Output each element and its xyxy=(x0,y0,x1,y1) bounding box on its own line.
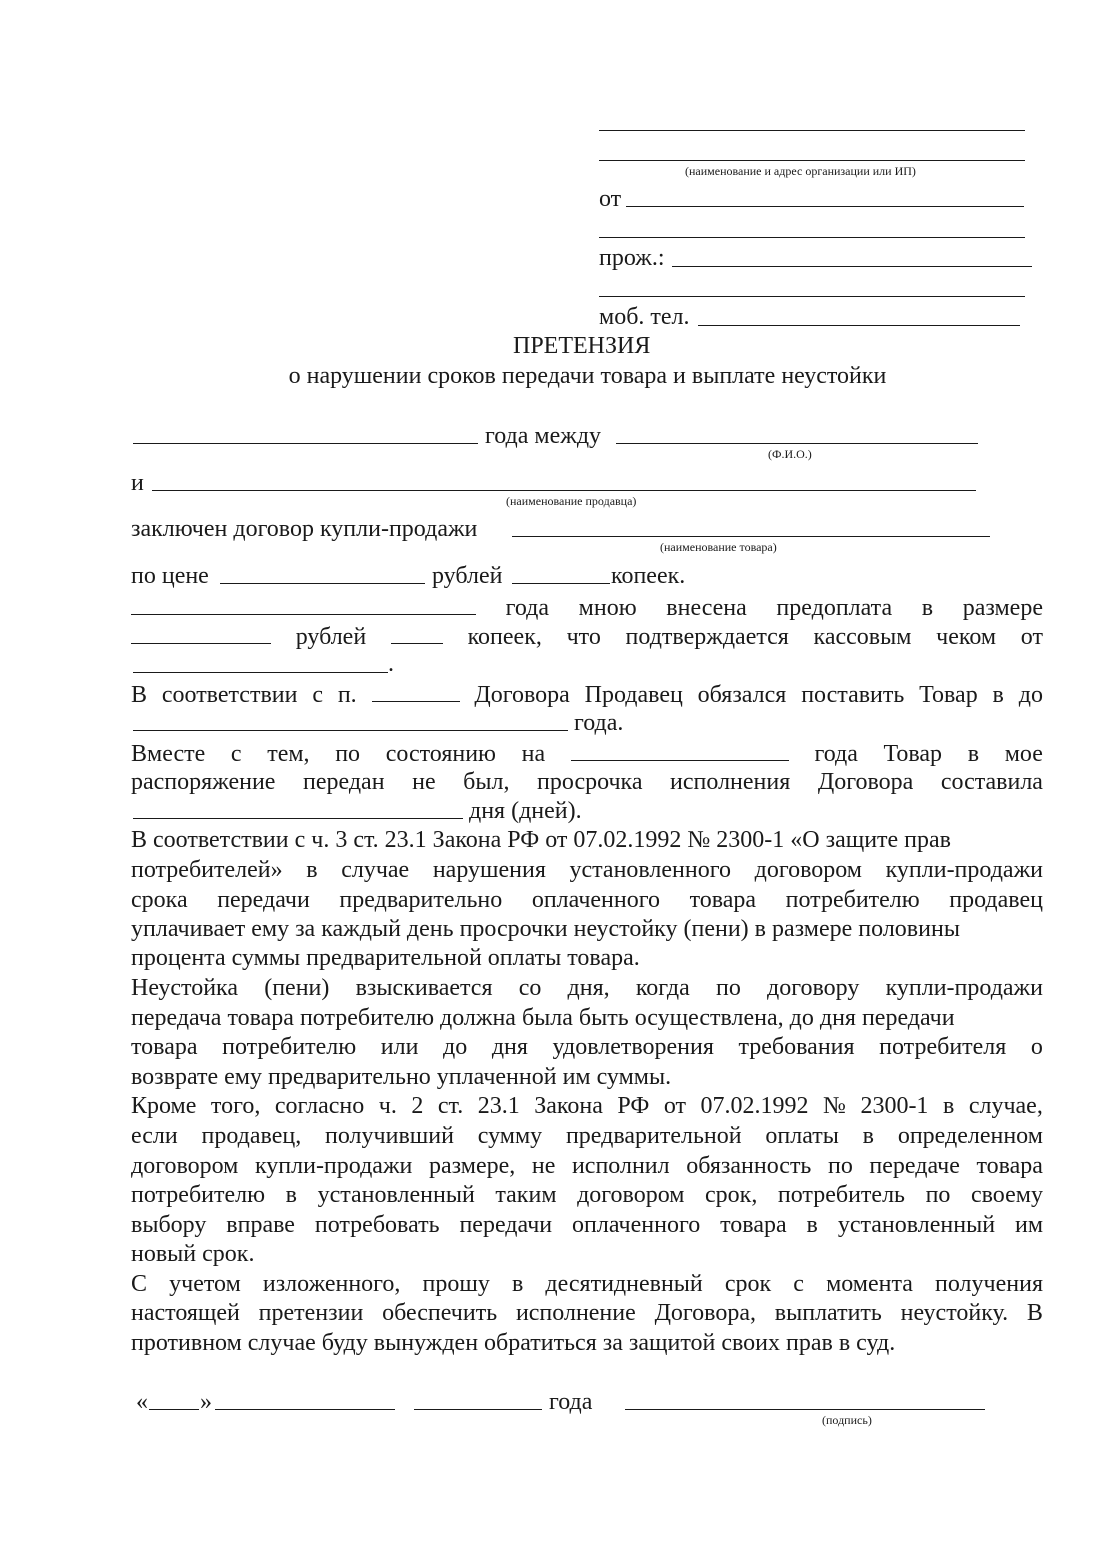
demand-row-1 xyxy=(131,1272,1043,1296)
word: рублей xyxy=(295,624,367,650)
word: № xyxy=(823,1093,846,1119)
address-line[interactable] xyxy=(672,266,1032,267)
word: на xyxy=(521,741,546,767)
word: исполнение xyxy=(515,1300,636,1326)
word: определенном xyxy=(897,1123,1043,1149)
law1-last: процента суммы предварительной оплаты товара. xyxy=(131,945,640,971)
word: или xyxy=(380,1034,419,1060)
law2-row-4 xyxy=(131,1183,1043,1207)
word: в xyxy=(862,1123,875,1149)
word: дня, xyxy=(567,975,610,1001)
word: товара xyxy=(976,1153,1043,1179)
status-date-line[interactable] xyxy=(571,740,789,761)
word: передачи xyxy=(217,887,310,913)
word: распоряжение xyxy=(131,769,276,795)
word: потребитель xyxy=(777,1182,905,1208)
word: (пени) xyxy=(264,975,330,1001)
word: размере xyxy=(962,595,1043,621)
law1-row-1 xyxy=(131,828,1043,852)
word: передаче xyxy=(869,1153,960,1179)
delay-days-text: дня (дней). xyxy=(469,798,582,824)
word: сумму xyxy=(477,1123,543,1149)
receipt-dot: . xyxy=(388,651,394,677)
word: оплаченного xyxy=(531,887,660,913)
word: предоплата xyxy=(776,595,893,621)
word: по xyxy=(335,741,361,767)
word: договором xyxy=(131,1153,239,1179)
price-label: по цене xyxy=(131,563,209,589)
word: товара xyxy=(720,1212,787,1238)
word: обеспечить xyxy=(382,1300,498,1326)
penalty-last: возврате ему предварительно уплаченной им суммы. xyxy=(131,1064,672,1090)
deadline-row-1 xyxy=(131,681,1043,707)
deadline-year: года. xyxy=(574,710,624,736)
word: в xyxy=(967,741,980,767)
law2-row-1 xyxy=(131,1094,1043,1118)
word: в xyxy=(285,1182,297,1208)
word: был, xyxy=(463,769,510,795)
word: размере, xyxy=(428,1153,516,1179)
document-title: ПРЕТЕНЗИЯ xyxy=(513,333,651,359)
word: Кроме xyxy=(131,1093,197,1119)
word: составила xyxy=(940,769,1043,795)
law2-last: новый срок. xyxy=(131,1241,255,1267)
word: оплаченного xyxy=(572,1212,701,1238)
word: копеек, xyxy=(467,624,542,650)
word: срока xyxy=(131,887,188,913)
word: потребовать xyxy=(314,1212,440,1238)
signature-line[interactable] xyxy=(625,1409,985,1410)
recipient-line-2[interactable] xyxy=(599,160,1025,161)
word: В xyxy=(131,682,148,708)
seller-caption: (наименование продавца) xyxy=(506,494,637,508)
word: о xyxy=(1030,1034,1043,1060)
document-subtitle: о нарушении сроков передачи товара и выплате неустойки xyxy=(288,363,887,389)
line-text: уплачивает ему за каждый день просрочки неустойку (пени) в размере половины xyxy=(131,916,960,942)
word: установленный xyxy=(317,1182,475,1208)
signature-caption: (подпись) xyxy=(822,1413,872,1427)
word: не xyxy=(412,769,436,795)
word: в xyxy=(921,595,934,621)
day-line[interactable] xyxy=(149,1409,199,1410)
delay-row-2 xyxy=(131,770,1043,794)
word: мною xyxy=(578,595,637,621)
recipient-line-1[interactable] xyxy=(599,130,1025,131)
word: передачи xyxy=(459,1212,553,1238)
word: Закона xyxy=(534,1093,603,1119)
price-kopecks-line[interactable] xyxy=(512,583,610,584)
prepay-kopecks-line[interactable] xyxy=(391,623,443,644)
word: подтверждается xyxy=(625,624,789,650)
word: согласно xyxy=(274,1093,365,1119)
word: прошу xyxy=(422,1271,490,1297)
word: что xyxy=(566,624,601,650)
word: до xyxy=(1018,682,1043,708)
word: договором xyxy=(577,1182,685,1208)
word: Продавец xyxy=(584,682,683,708)
word: договором xyxy=(754,857,862,883)
word: года xyxy=(814,741,858,767)
word: в xyxy=(511,1271,524,1297)
word: удовлетворения xyxy=(552,1034,714,1060)
demand-last: противном случае буду вынужден обратиться за защитой своих прав в суд. xyxy=(131,1330,896,1356)
receipt-date-line[interactable] xyxy=(133,672,388,673)
word: с xyxy=(312,682,323,708)
word: товара xyxy=(689,887,757,913)
word: 2 xyxy=(411,1093,424,1119)
org-caption: (наименование и адрес организации или ИП) xyxy=(685,164,916,178)
word: претензии xyxy=(258,1300,364,1326)
word: до xyxy=(443,1034,468,1060)
word: изложенного, xyxy=(262,1271,401,1297)
prepay-row-2 xyxy=(131,623,1043,649)
word: с xyxy=(793,1271,804,1297)
word: своему xyxy=(970,1182,1043,1208)
price-rubles-line[interactable] xyxy=(220,583,425,584)
word: случае, xyxy=(968,1093,1043,1119)
date-line[interactable] xyxy=(133,443,478,444)
close-quote: » xyxy=(200,1389,212,1415)
line-text: В соответствии с ч. 3 ст. 23.1 Закона РФ от 07.02.1992 № 2300-1 «О защите прав xyxy=(131,827,952,853)
from-line-2[interactable] xyxy=(599,237,1025,238)
and-text: и xyxy=(131,470,144,496)
word: от xyxy=(663,1093,686,1119)
prepay-rubles-line[interactable] xyxy=(131,623,271,644)
word: по xyxy=(925,1182,951,1208)
word: момента xyxy=(826,1271,913,1297)
word: обязанность xyxy=(686,1153,812,1179)
prepay-row-1 xyxy=(131,594,1043,620)
word: 07.02.1992 xyxy=(700,1093,809,1119)
word: срок xyxy=(724,1271,772,1297)
word: Договора, xyxy=(654,1300,756,1326)
word: предварительной xyxy=(565,1123,742,1149)
word: нарушения xyxy=(432,857,546,883)
word: случае xyxy=(341,857,410,883)
word: требования xyxy=(738,1034,855,1060)
delay-row-1 xyxy=(131,740,1043,766)
word: десятидневный xyxy=(545,1271,703,1297)
word: в xyxy=(942,1093,955,1119)
address-line-2[interactable] xyxy=(599,296,1025,297)
law2-row-5 xyxy=(131,1213,1043,1237)
rubles-label: рублей xyxy=(432,563,503,589)
word: 2300-1 xyxy=(860,1093,929,1119)
word: таким xyxy=(495,1182,557,1208)
address-label: прож.: xyxy=(599,245,665,271)
word: оплаты xyxy=(765,1123,839,1149)
word: состоянию xyxy=(385,741,496,767)
word: передан xyxy=(303,769,385,795)
open-quote: « xyxy=(136,1389,148,1415)
word: не xyxy=(531,1153,556,1179)
word: потребителю xyxy=(222,1034,357,1060)
word: купли-продажи xyxy=(885,857,1043,883)
word: С xyxy=(131,1271,148,1297)
word: предварительно xyxy=(339,887,503,913)
word: потребителю xyxy=(131,1182,266,1208)
word: дня xyxy=(491,1034,528,1060)
line-text: передача товара потребителю должна была быть осуществлена, до дня передачи xyxy=(131,1005,955,1031)
law1-row-4 xyxy=(131,917,1043,941)
word: продавец, xyxy=(201,1123,302,1149)
word: года xyxy=(505,595,550,621)
word: если xyxy=(131,1123,178,1149)
word: Договора xyxy=(817,769,914,795)
word: просрочка xyxy=(537,769,643,795)
word: вправе xyxy=(226,1212,295,1238)
word: установленного xyxy=(569,857,731,883)
year-between-text: года между xyxy=(485,423,602,449)
law2-row-2 xyxy=(131,1124,1043,1148)
word: купли-продажи xyxy=(885,975,1043,1001)
word: в xyxy=(992,682,1004,708)
word: взыскивается xyxy=(355,975,493,1001)
word: от xyxy=(1020,624,1043,650)
word: по xyxy=(827,1153,853,1179)
word: им xyxy=(1014,1212,1043,1238)
word: тем, xyxy=(267,741,310,767)
word: купли-продажи xyxy=(254,1153,413,1179)
deadline-date-line[interactable] xyxy=(133,730,568,731)
law2-row-3 xyxy=(131,1154,1043,1178)
word: ч. xyxy=(378,1093,397,1119)
demand-row-2 xyxy=(131,1301,1043,1325)
word: в xyxy=(806,1212,818,1238)
kopecks-label: копеек. xyxy=(611,563,686,589)
from-line[interactable] xyxy=(626,206,1024,207)
word: п. xyxy=(337,682,357,708)
goods-caption: (наименование товара) xyxy=(660,540,777,554)
word: по xyxy=(716,975,741,1001)
word: поставить xyxy=(801,682,905,708)
word: потребителя xyxy=(879,1034,1007,1060)
month-line[interactable] xyxy=(215,1409,395,1410)
word: внесена xyxy=(666,595,747,621)
word: с xyxy=(230,741,242,767)
word: чеком xyxy=(936,624,997,650)
word: неустойку. xyxy=(900,1300,1009,1326)
word: настоящей xyxy=(131,1300,240,1326)
goods-line[interactable] xyxy=(512,536,990,537)
word: мое xyxy=(1004,741,1043,767)
word: исполнения xyxy=(670,769,791,795)
contract-clause-line[interactable] xyxy=(372,681,460,702)
word: получивший xyxy=(325,1123,454,1149)
word: потребителей» xyxy=(131,857,283,883)
word: Вместе xyxy=(131,741,206,767)
penalty-row-3 xyxy=(131,1035,1043,1059)
phone-line[interactable] xyxy=(698,325,1020,326)
word: соответствии xyxy=(161,682,298,708)
word: договору xyxy=(767,975,860,1001)
phone-label: моб. тел. xyxy=(599,304,690,330)
word: исполнил xyxy=(571,1153,670,1179)
word: кассовым xyxy=(813,624,912,650)
seller-line[interactable] xyxy=(152,490,976,491)
word: Договора xyxy=(474,682,570,708)
word: установленный xyxy=(837,1212,996,1238)
word: ст. xyxy=(437,1093,464,1119)
word: выбору xyxy=(131,1212,207,1238)
word: выплатить xyxy=(774,1300,882,1326)
word: В xyxy=(1026,1300,1043,1326)
word: 23.1 xyxy=(477,1093,520,1119)
word: обязался xyxy=(697,682,787,708)
year-line[interactable] xyxy=(414,1409,542,1410)
law1-row-2 xyxy=(131,858,1043,882)
fio-caption: (Ф.И.О.) xyxy=(768,447,812,461)
contract-label: заключен договор купли-продажи xyxy=(131,516,478,542)
law1-row-3 xyxy=(131,888,1043,912)
word: когда xyxy=(635,975,690,1001)
word: учетом xyxy=(169,1271,241,1297)
word: Неустойка xyxy=(131,975,239,1001)
word: в xyxy=(306,857,318,883)
from-label: от xyxy=(599,186,622,212)
word: получения xyxy=(935,1271,1043,1297)
word: срок, xyxy=(705,1182,758,1208)
prepay-date-line[interactable] xyxy=(131,594,476,615)
word: Товар xyxy=(883,741,943,767)
buyer-name-line[interactable] xyxy=(616,443,978,444)
word: со xyxy=(518,975,542,1001)
word: РФ xyxy=(617,1093,650,1119)
penalty-row-2 xyxy=(131,1006,1043,1030)
word: продавец xyxy=(949,887,1043,913)
delay-days-line[interactable] xyxy=(133,818,463,819)
word: того, xyxy=(210,1093,261,1119)
word: товара xyxy=(131,1034,198,1060)
footer-year: года xyxy=(549,1389,593,1415)
word: Товар xyxy=(919,682,978,708)
penalty-row-1 xyxy=(131,976,1043,1000)
word: потребителю xyxy=(785,887,920,913)
